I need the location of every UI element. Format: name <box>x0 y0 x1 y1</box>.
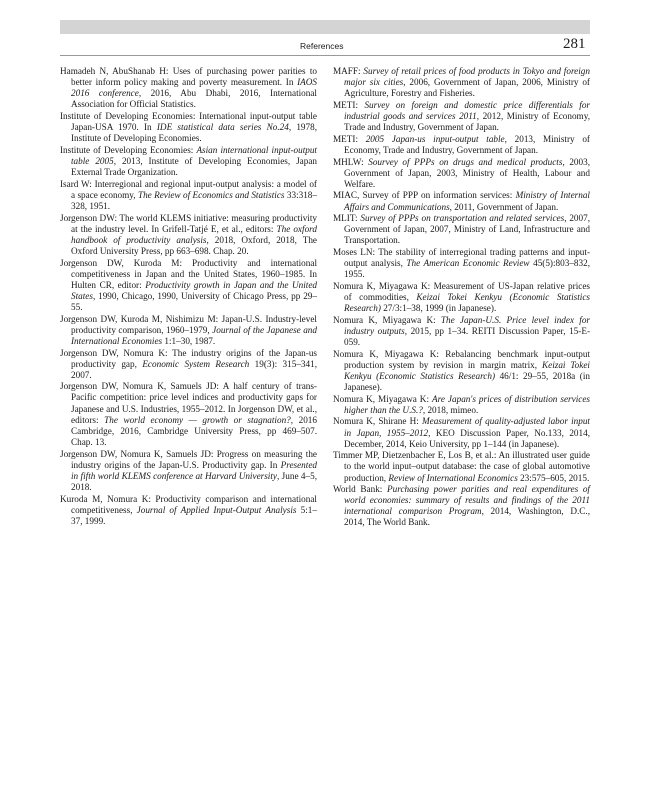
running-head: References <box>300 41 344 51</box>
reference-entry: Nomura K, Miyagawa K: Are Japan's prices of distribution services higher than the U.S.?, 2018, mimeo. <box>333 393 590 415</box>
reference-entry: World Bank: Purchasing power parities and real expenditures of world economies: summary of results and findings of the 2011 international comparison Program, 2014, Washington, D.C., 2014, The World Bank. <box>333 484 591 528</box>
reference-entry: Jorgenson DW, Kuroda M: Productivity and international competitiveness in Japan and the United States, 1960–1985. In Hulten CR, editor: Productivity growth in Japan and the United States, 1990, Chicago, 1990, University of Chicago Press, pp 29–55. <box>60 257 317 312</box>
reference-entry: Moses LN: The stability of interregional trading patterns and input-output analysis, The American Economic Review 45(5):803–832, 1955. <box>333 247 590 280</box>
reference-entry: Jorgenson DW, Nomura K: The industry origins of the Japan-us productivity gap, Economic System Research 19(3): 315–341, 2007. <box>60 347 317 380</box>
reference-entry: Isard W: Interregional and regional input-output analysis: a model of a space economy, The Review of Economics and Statistics 33:318–328, 1951. <box>60 178 317 211</box>
page-number: 281 <box>563 36 586 52</box>
reference-entry: MAFF: Survey of retail prices of food products in Tokyo and foreign major six cities, 2006, Government of Japan, 2006, Ministry of Agriculture, Forestry and Fisheries. <box>333 66 590 99</box>
reference-entry: Jorgenson DW, Nomura K, Samuels JD: Progress on measuring the industry origins of the Japan-U.S. Productivity gap. In Presented in fifth world KLEMS conference at Harvard University, June 4–5, 2018. <box>60 448 318 492</box>
reference-entry: Institute of Developing Economies: Asian international input-output table 2005, 2013, Institute of Developing Economies, Japan External Trade Organization. <box>60 144 318 178</box>
reference-entry: Jorgenson DW, Kuroda M, Nishimizu M: Japan-U.S. Industry-level productivity comparison, 1960–1979, Journal of the Japanese and International Economies 1:1–30, 1987. <box>60 313 317 346</box>
references-left-column <box>60 66 317 527</box>
reference-entry: MIAC, Survey of PPP on information services: Ministry of Internal Affairs and Communications, 2011, Government of Japan. <box>333 190 590 212</box>
reference-entry: Kuroda M, Nomura K: Productivity comparison and international competitiveness, Journal of Applied Input-Output Analysis 5:1–37, 1999. <box>60 493 317 526</box>
reference-entry: Nomura K, Shirane H: Measurement of quality-adjusted labor input in Japan, 1955–2012, KEO Discussion Paper, No.133, 2014, December, 2014, Keio University, pp 1–144 (in Japanese). <box>333 416 590 449</box>
references-right-column <box>333 66 590 529</box>
reference-entry: Timmer MP, Dietzenbacher E, Los B, et al.: An illustrated user guide to the world input–output database: the case of global automotive production, Review of International Economics 23:575–605, 2015. <box>333 450 590 483</box>
reference-entry: MLIT: Survey of PPPs on transportation and related services, 2007, Government of Japan, 2007, Ministry of Land, Infrastructure and Transportation. <box>333 213 590 246</box>
reference-entry: METI: Survey on foreign and domestic price differentials for industrial goods and services 2011, 2012, Ministry of Economy, Trade and Industry, Government of Japan. <box>333 99 590 133</box>
reference-entry: METI: 2005 Japan-us input-output table, 2013, Ministry of Economy, Trade and Industry, Government of Japan. <box>333 133 590 155</box>
header-rule <box>60 55 590 56</box>
reference-entry: Nomura K, Miyagawa K: Measurement of US-Japan relative prices of commodities, Keizai Tokei Kenkyu (Economic Statistics Research) 27/3:1–38, 1999 (in Japanese). <box>333 280 590 314</box>
header-bar <box>60 20 590 34</box>
reference-entry: Nomura K, Miyagawa K: The Japan-U.S. Price level index for industry outputs, 2015, pp 1–34. REITI Discussion Paper, 15-E-059. <box>333 314 591 347</box>
reference-entry: Jorgenson DW, Nomura K, Samuels JD: A half century of trans-Pacific competition: price level indices and productivity gaps for Japanese and U.S. Industries, 1955–2012. In Jorgenson DW, et al., editors: The world economy — growth or stagnation?, 2016 Cambridge, 2016, Cambridge University Press, pp 469–507. Chap. 13. <box>60 381 317 447</box>
reference-entry: Jorgenson DW: The world KLEMS initiative: measuring productivity at the industry level. In Grifell-Tatjé E, et al., editors: The oxford handbook of productivity analysis, 2018, Oxford, 2018, The Oxford University Press, pp 663–698. Chap. 20. <box>60 212 317 256</box>
reference-entry: Institute of Developing Economies: International input-output table Japan-USA 1970. In IDE statistical data series No.24, 1978, Institute of Developing Economies. <box>60 110 318 144</box>
reference-entry: Hamadeh N, AbuShanab H: Uses of purchasing power parities to better inform policy making and poverty measurement. In IAOS 2016 conference, 2016, Abu Dhabi, 2016, International Association for Official Statistics. <box>60 66 317 110</box>
reference-entry: MHLW: Sourvey of PPPs on drugs and medical products, 2003, Government of Japan, 2003, Ministry of Health, Labour and Welfare. <box>333 156 591 189</box>
reference-entry: Nomura K, Miyagawa K: Rebalancing benchmark input-output production system by revision in margin matrix, Keizai Tokei Kenkyu (Economic Statistics Research) 46/1: 29–55, 2018a (in Japanese). <box>333 348 591 392</box>
